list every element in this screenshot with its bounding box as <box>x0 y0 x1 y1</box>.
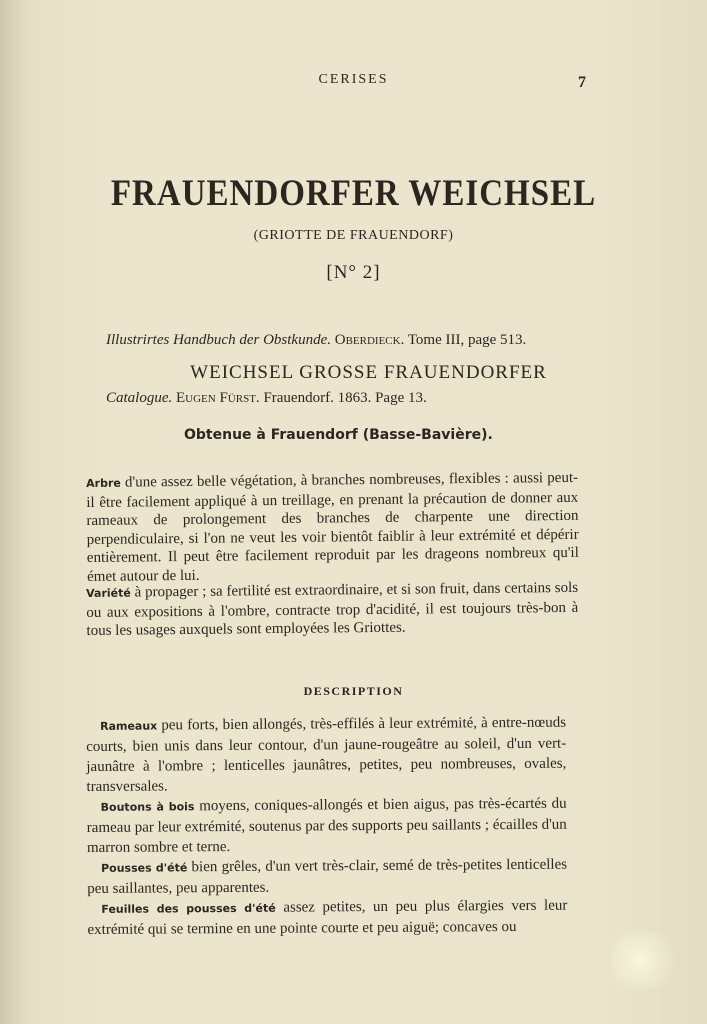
description-item <box>87 855 567 899</box>
variety-number: [N° 2] <box>326 262 381 283</box>
paragraph-text: d'une assez belle végétation, à branches nombreuses, flexibles : aussi peut-il être facilement appliqué à un treillage, en prenant la précaution de donner aux rameaux de prolongement des branches de charpente une direction perpendiculaire, si l'on ne veut les voir bientôt faiblir à leur extrémité et dépérir entièrement. Il peut être facilement reproduit par les drageons nombreux qu'il émet autour de lui. <box>86 469 579 585</box>
paragraph-arbre <box>86 469 579 586</box>
reference-1-author: Oberdieck. <box>334 332 405 348</box>
origin-line: Obtenue à Frauendorf (Basse-Bavière). <box>184 427 493 443</box>
reference-2-title: WEICHSEL GROSSE FRAUENDORFER <box>190 362 547 383</box>
description-item <box>86 713 567 797</box>
reference-1 <box>106 332 526 349</box>
description-item <box>87 896 567 940</box>
page-number: 7 <box>578 74 586 91</box>
paragraph-variete <box>86 579 579 641</box>
reference-2-detail: Frauendorf. 1863. Page 13. <box>263 390 427 406</box>
page-title: FRAUENDORFER WEICHSEL <box>110 173 597 215</box>
reference-1-work: Illustrirtes Handbuch der Obstkunde. <box>106 332 331 348</box>
description-lead: Rameaux <box>100 719 158 733</box>
description-item <box>87 794 567 858</box>
reference-2 <box>106 390 427 407</box>
paragraph-text: à propager ; sa fertilité est extraordinaire, et si son fruit, dans certains sols ou aux expositions à l'ombre, contracte trop d'acidité, il est toujours très-bon à tous les usages auxquels sont employées les Griottes. <box>86 579 579 639</box>
description-body <box>86 713 568 940</box>
paragraph-lead: Variété <box>86 586 131 600</box>
description-text: moyens, coniques-allongés et bien aigus, pas très-écartés du rameau par leur extrémité, soutenus par des supports peu saillants ; écailles d'un marron sombre et terne. <box>86 795 567 856</box>
reference-2-author: Eugen Fürst. <box>176 390 260 406</box>
description-lead: Feuilles des pousses d'été <box>101 901 276 916</box>
section-heading: DESCRIPTION <box>303 684 404 698</box>
paragraph-lead: Arbre <box>86 476 121 490</box>
description-text: peu forts, bien allongés, très-effilés à leur extrémité, à entre-nœuds courts, bien unis dans leur contour, d'un jaune-rougeâtre au soleil, d'un vert-jaunâtre à l'ombre ; lenticelles jaunâtres, petites, peu nombreuses, ovales, transversales. <box>86 714 567 795</box>
description-text: assez petites, un peu plus élargies vers leur extrémité qui se termine en une pointe courte et peu aiguë; concaves ou <box>87 897 568 938</box>
paper-stain <box>612 930 682 990</box>
reference-2-work: Catalogue. <box>106 390 173 406</box>
description-lead: Boutons à bois <box>100 800 195 814</box>
description-text: bien grêles, d'un vert très-clair, semé de très-petites lenticelles peu saillantes, peu apparentes. <box>87 856 568 897</box>
running-head: CERISES <box>318 72 389 87</box>
page-subtitle: (GRIOTTE DE FRAUENDORF) <box>253 228 454 243</box>
reference-1-detail: Tome III, page 513. <box>407 332 527 348</box>
description-lead: Pousses d'été <box>101 861 188 875</box>
